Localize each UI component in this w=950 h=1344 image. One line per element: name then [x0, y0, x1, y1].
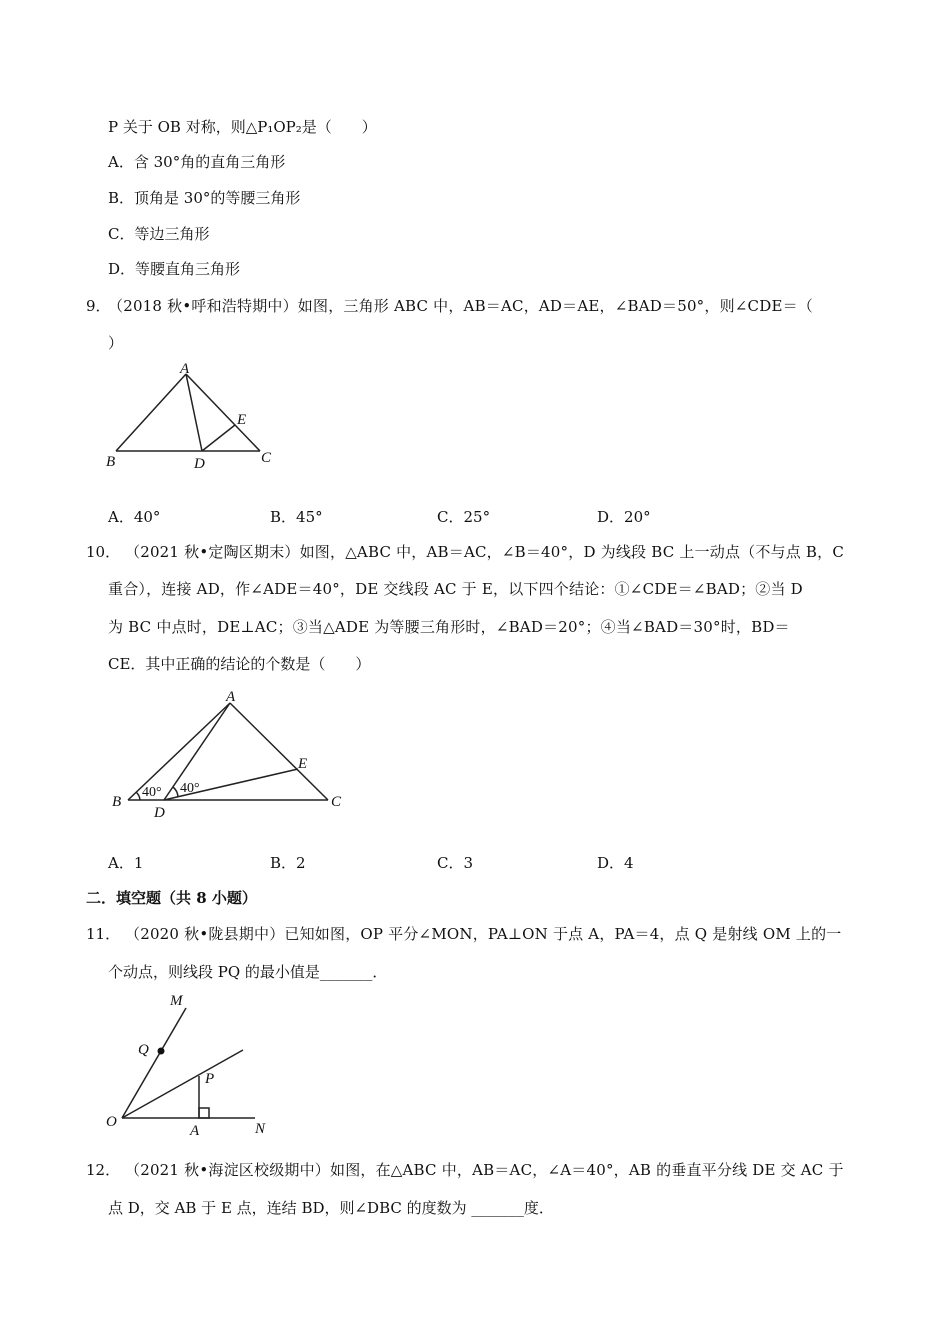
q11-label-a: A [190, 1123, 200, 1139]
q9-segment-ac [186, 374, 260, 451]
q11-line2: 个动点，则线段 PQ 的最小值是_______． [108, 963, 388, 981]
q8-option-c: C．等边三角形 [108, 225, 210, 243]
q9-label-c: C [261, 450, 272, 466]
q10-figure [100, 686, 360, 821]
q9-figure [100, 358, 290, 473]
q9-label-a: A [180, 361, 190, 377]
q10-angle-d-label: 40° [180, 781, 200, 796]
q10-label-d: D [154, 805, 165, 821]
q9-line1: （2018 秋•呼和浩特期中）如图，三角形 ABC 中，AB＝AC，AD＝AE，∠BAD＝50°，则∠CDE＝（ [108, 297, 814, 315]
q10-line2: 重合），连接 AD，作∠ADE＝40°，DE 交线段 AC 于 E，以下四个结论：①∠CDE＝∠BAD；②当 D [108, 580, 803, 598]
q8-option-a: A．含 30°角的直角三角形 [108, 153, 286, 171]
q8-option-b: B．顶角是 30°的等腰三角形 [108, 189, 301, 207]
q9-segment-ab [116, 374, 186, 451]
q10-number: 10． [86, 543, 121, 561]
q11-ray-op [122, 1050, 243, 1118]
q11-point-q [158, 1048, 165, 1055]
q10-label-a: A [226, 689, 236, 705]
q10-line4: CE．其中正确的结论的个数是（ ） [108, 655, 371, 673]
q10-label-b: B [112, 794, 122, 810]
q11-right-angle-mark [199, 1108, 209, 1118]
q10-option-d: D．4 [597, 854, 634, 872]
q9-number: 9． [86, 297, 111, 315]
q9-option-a: A．40° [108, 508, 161, 526]
q10-line3: 为 BC 中点时，DE⊥AC；③当△ADE 为等腰三角形时，∠BAD＝20°；④当∠BAD＝30°时，BD＝ [108, 618, 790, 636]
q10-angle-arc-d [173, 787, 178, 797]
q9-option-d: D．20° [597, 508, 651, 526]
q11-line1: （2020 秋•陇县期中）已知如图，OP 平分∠MON，PA⊥ON 于点 A，PA＝4，点 Q 是射线 OM 上的一 [125, 925, 842, 943]
q10-line1: （2021 秋•定陶区期末）如图，△ABC 中，AB＝AC，∠B＝40°，D 为线段 BC 上一动点（不与点 B，C [125, 543, 845, 561]
q11-label-m: M [170, 993, 183, 1009]
q11-label-n: N [255, 1121, 266, 1137]
q10-segment-ac [230, 703, 328, 800]
q9-segment-de [202, 425, 235, 451]
q11-label-o: O [106, 1114, 117, 1130]
q10-angle-arc-b [136, 792, 140, 800]
q11-number: 11． [86, 925, 121, 943]
q10-option-c: C．3 [437, 854, 474, 872]
q11-label-p: P [205, 1071, 215, 1087]
q10-option-b: B．2 [270, 854, 306, 872]
q9-label-b: B [106, 454, 116, 470]
q12-number: 12． [86, 1161, 121, 1179]
q11-ray-om [122, 1008, 186, 1118]
q9-option-b: B．45° [270, 508, 323, 526]
q10-label-c: C [331, 794, 342, 810]
q12-line1: （2021 秋•海淀区校级期中）如图，在△ABC 中，AB＝AC，∠A＝40°，AB 的垂直平分线 DE 交 AC 于 [125, 1161, 844, 1179]
q10-label-e: E [298, 756, 308, 772]
q9-label-d: D [194, 456, 205, 472]
q10-option-a: A．1 [108, 854, 144, 872]
section-title: 二．填空题（共 8 小题） [86, 889, 257, 907]
q10-angle-b-label: 40° [142, 785, 162, 800]
q9-option-c: C．25° [437, 508, 491, 526]
q9-label-e: E [237, 412, 247, 428]
q9-segment-ad [186, 374, 202, 451]
q9-line2: ） [108, 334, 124, 352]
q11-label-q: Q [138, 1042, 149, 1058]
q8-stem: P 关于 OB 对称，则△P₁OP₂是（ ） [108, 118, 377, 136]
q11-figure [100, 988, 280, 1138]
q12-line2: 点 D，交 AB 于 E 点，连结 BD，则∠DBC 的度数为 _______度． [108, 1199, 554, 1217]
q8-option-d: D．等腰直角三角形 [108, 260, 241, 278]
